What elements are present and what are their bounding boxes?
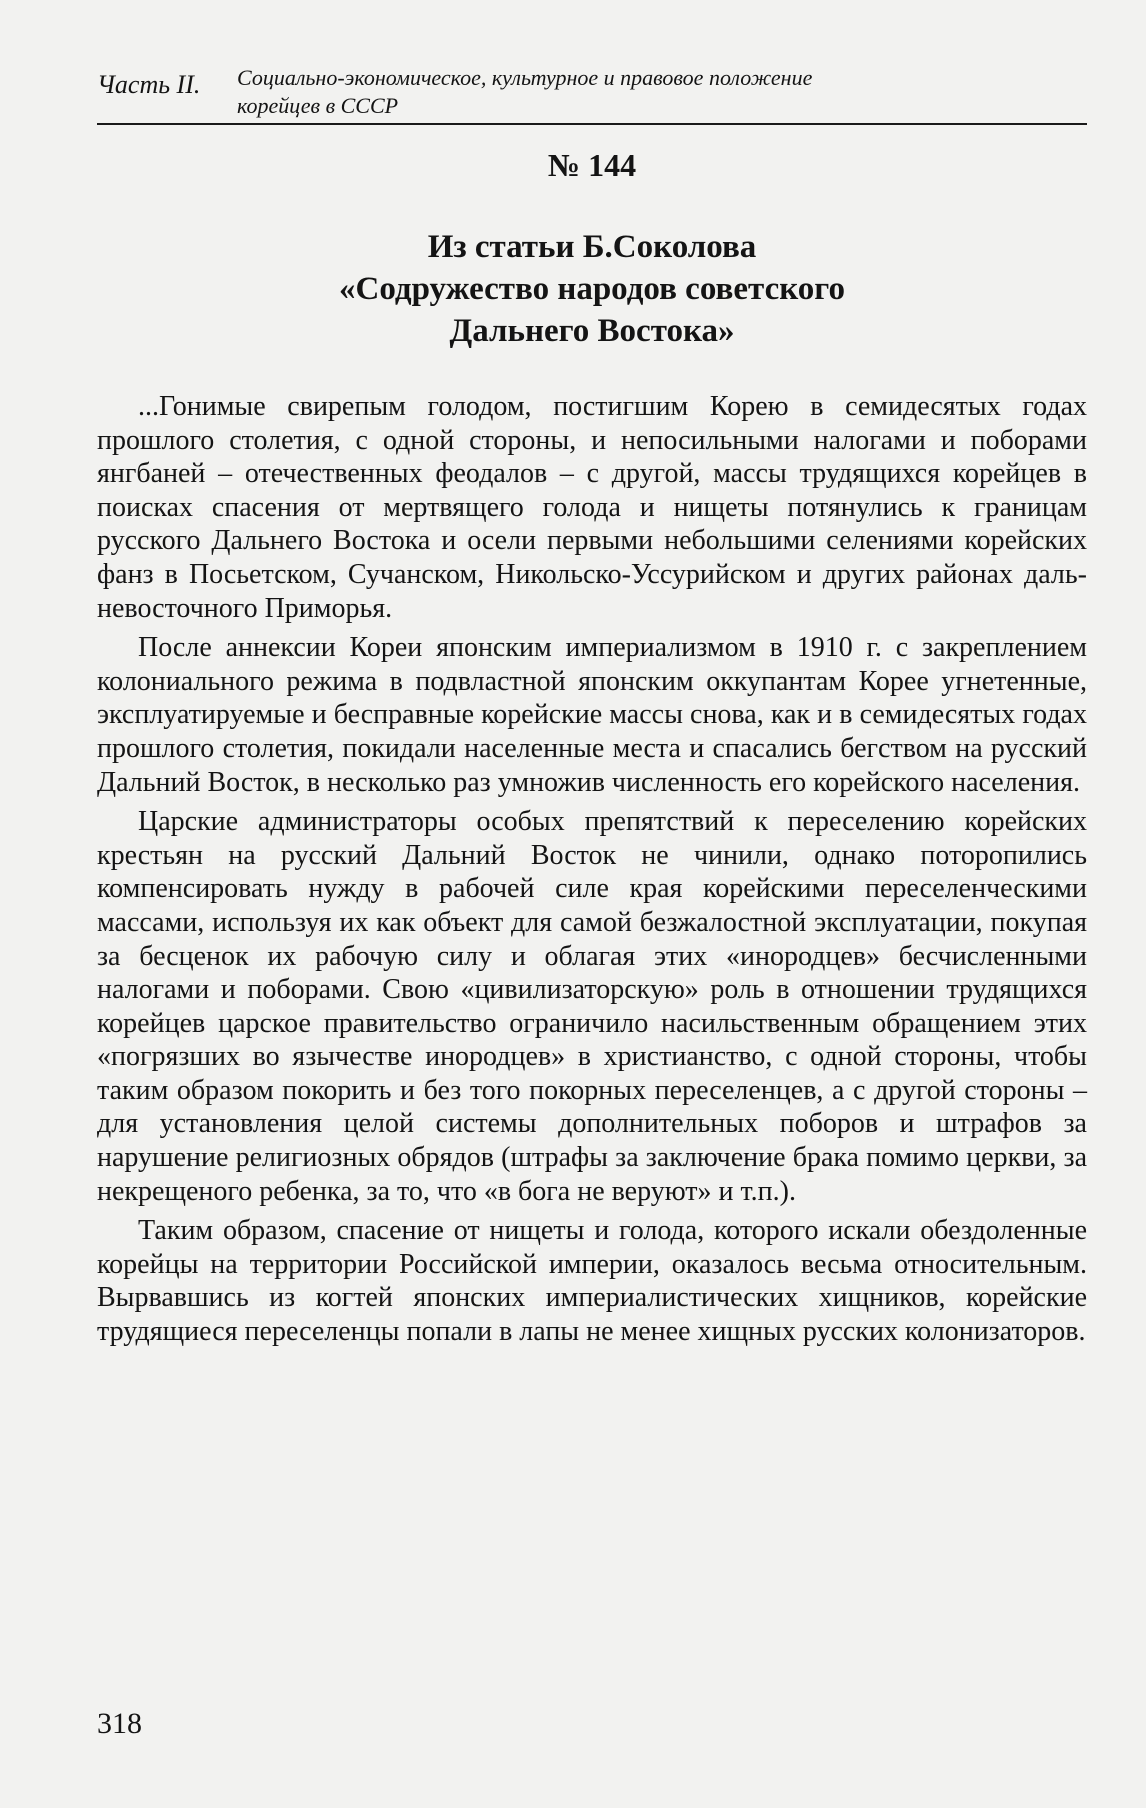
section-title-line-2: корейцев в СССР — [237, 93, 399, 118]
title-line-1: Из статьи Б.Соколова — [427, 229, 757, 265]
page-number: 318 — [97, 1707, 142, 1740]
section-title — [237, 64, 812, 120]
document-number: № 144 — [547, 147, 637, 183]
title-line-3: Дальнего Востока» — [449, 313, 735, 349]
title-line-2: «Содружество народов советского — [339, 271, 845, 307]
paragraph-4: Таким образом, спасение от нищеты и голода, которого искали обездоленные корейцы на территории Российской империи, оказалось весьма относительным. Вырвавшись из когтей японских империалистических хищников, корейские трудящиеся переселенцы попали в лапы не менее хищных русских колонизаторов. — [97, 1215, 1087, 1348]
running-head — [97, 64, 1087, 120]
paragraph-1: ...Гонимые свирепым голодом, постигшим Корею в семидесятых годах прошлого столетия, с одной стороны, и непосильными налогами и поборами янгбаней – отечественных феодалов – с другой, массы трудящихся корейцев в поисках спасения от мертвящего голода и нищеты потянулись к границам русского Дальнего Востока и осели первыми небольшими селениями корейских фанз в Посьетском, Сучанском, Никольско-Уссурийском и других районах дальневосточного Приморья. — [97, 391, 1087, 624]
section-title-line-1: Социально-экономическое, культурное и правовое положение — [237, 65, 813, 90]
paragraph-2: После аннексии Кореи японским империализмом в 1910 г. с закреплением колониального режима в подвластной японским оккупантам Корее угнетенные, эксплуатируемые и бесправные корейские массы снова, как и в семидесятых годах прошлого столетия, покидали населенные места и спасались бегством на русский Дальний Восток, в несколько раз умножив численность его корейского населения. — [97, 632, 1087, 798]
paragraph-3: Царские администраторы особых препятствий к переселению корейских крестьян на русский Дальний Восток не чинили, однако поторопились компенсировать нужду в рабочей силе края корейскими переселенческими массами, используя их как объект для самой безжалостной эксплуатации, покупая за бесценок их рабочую силу и облагая этих «инородцев» бесчисленными налогами и поборами. Свою «цивилизаторскую» роль в отношении трудящихся корейцев царское правительство ограничило насильственным обращением этих «погрязших во язычестве инородцев» в христианство, с одной стороны, чтобы таким образом покорить и без того покорных переселенцев, а с другой стороны – для установления целой системы дополнительных поборов и штрафов за нарушение религиозных обрядов (штрафы за заключение брака помимо церкви, за некрещеного ребенка, за то, что «в бога не веруют» и т.п.). — [97, 806, 1087, 1207]
header-divider — [97, 123, 1087, 125]
document-title — [97, 226, 1087, 352]
part-label: Часть II. — [97, 70, 201, 99]
article-body — [97, 390, 1087, 1355]
